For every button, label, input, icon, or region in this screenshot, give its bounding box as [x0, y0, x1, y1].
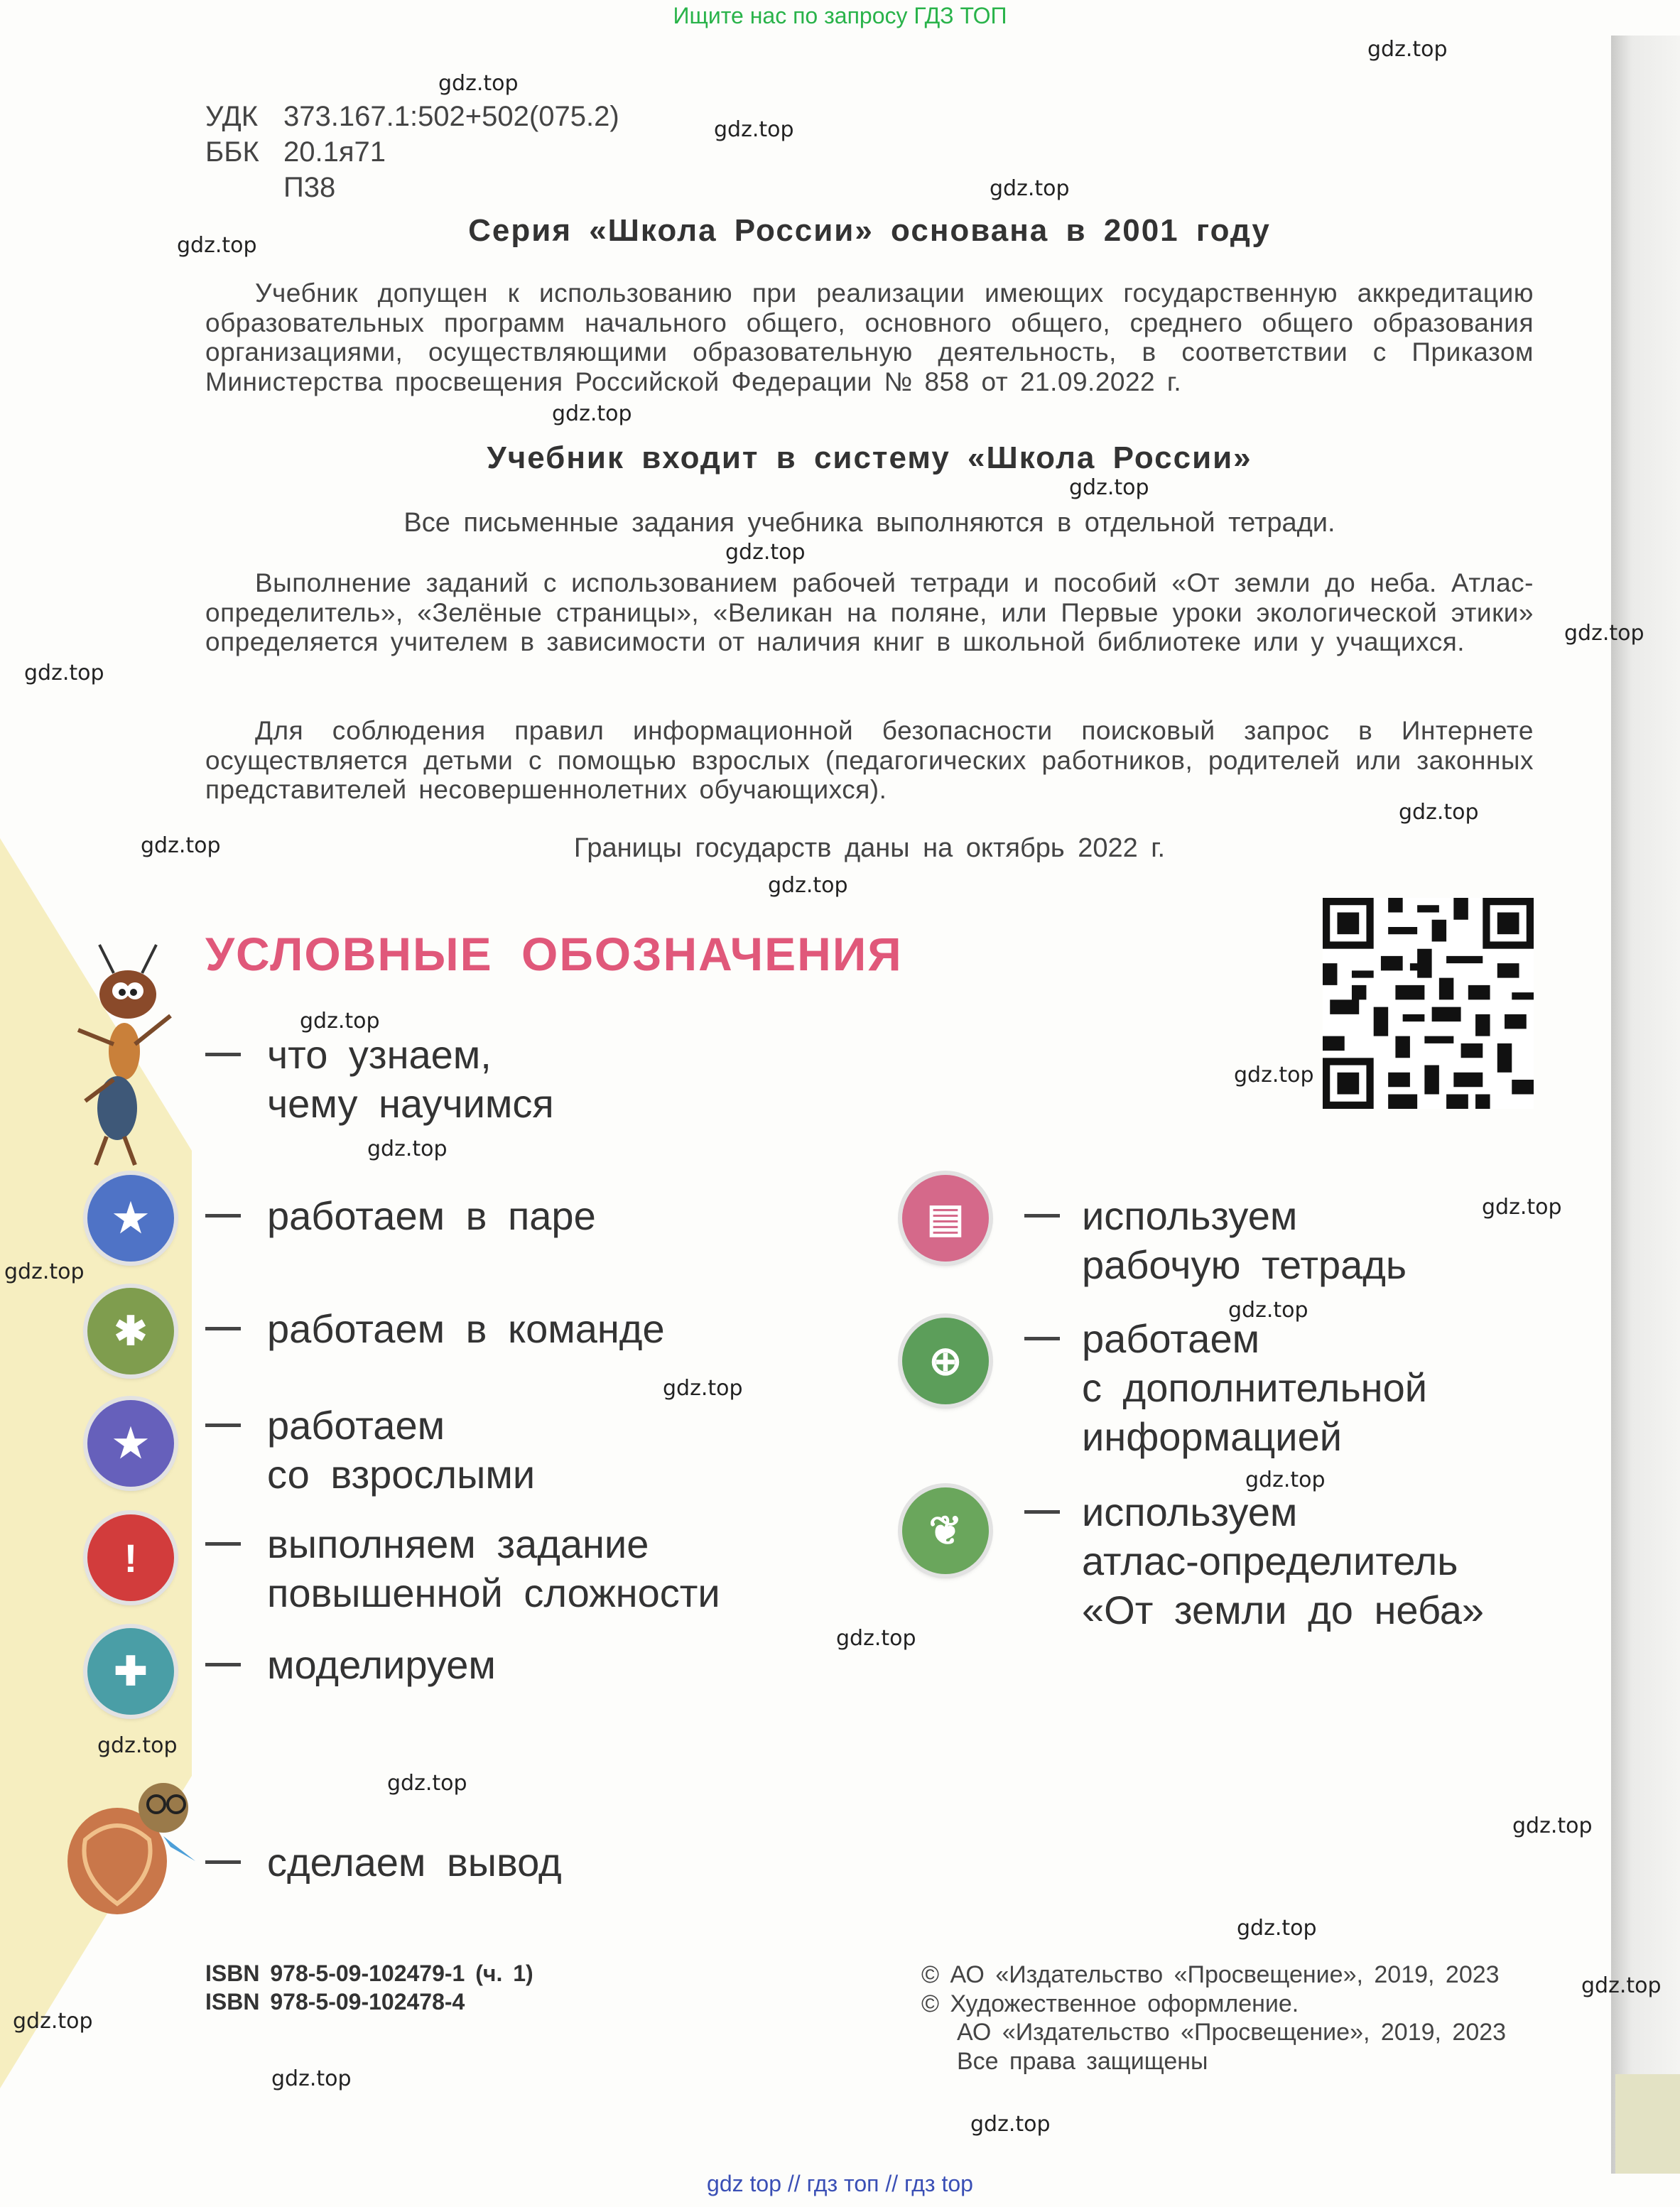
- pair-stars-icon: ★: [87, 1175, 174, 1262]
- legend-text: сделаем вывод: [267, 1840, 562, 1885]
- legend-item-adults: [267, 1401, 535, 1499]
- search-banner[interactable]: Ищите нас по запросу ГДЗ ТОП: [673, 3, 1007, 28]
- dash: [205, 1663, 241, 1666]
- legend-text: работаем в команде: [267, 1306, 665, 1351]
- copyright-art: © Художественное оформление.: [921, 1990, 1299, 2017]
- footer-links[interactable]: gdz top // гдз топ // гдз top: [707, 2171, 973, 2196]
- udk-value: 373.167.1:502+502(075.2): [283, 101, 619, 132]
- watermark: gdz.top: [1234, 1063, 1314, 1088]
- watermark: gdz.top: [4, 1259, 85, 1284]
- watermark: gdz.top: [1245, 1468, 1326, 1492]
- dash: [1024, 1510, 1060, 1514]
- bbk-label: ББК: [205, 136, 259, 168]
- watermark: gdz.top: [1581, 1973, 1662, 1998]
- turtle-icon: [57, 1769, 206, 1925]
- watermark: gdz.top: [1367, 37, 1448, 62]
- bbk-line: [205, 134, 386, 170]
- legend-text: чему научимся: [267, 1081, 554, 1126]
- watermark: gdz.top: [271, 2066, 352, 2091]
- watermark: gdz.top: [97, 1733, 178, 1758]
- legend-text: рабочую тетрадь: [1082, 1242, 1407, 1287]
- series-title: Серия «Школа России» основана в 2001 году: [468, 213, 1271, 248]
- legend-text: работаем в паре: [267, 1193, 596, 1238]
- legend-item-modeling: [267, 1640, 496, 1689]
- legend-item-conclusion: [267, 1838, 562, 1887]
- ant-icon: [64, 938, 192, 1172]
- isbn-block: [205, 1959, 533, 2016]
- legend-text: моделируем: [267, 1642, 496, 1687]
- watermark: gdz.top: [1228, 1298, 1308, 1323]
- legend-title: УСЛОВНЫЕ ОБОЗНАЧЕНИЯ: [205, 928, 903, 980]
- legend-text: используем: [1082, 1193, 1298, 1238]
- copyright-block: [921, 1961, 1506, 2076]
- catalog-code-line: [205, 170, 335, 205]
- legend-item-learn: [267, 1030, 554, 1128]
- catalog-code: П38: [283, 172, 336, 203]
- legend-text: используем: [1082, 1490, 1298, 1534]
- puzzle-icon: ✚: [87, 1628, 174, 1715]
- team-stars-icon: ✱: [87, 1288, 174, 1374]
- isbn-set: ISBN 978-5-09-102478-4: [205, 1989, 465, 2015]
- dash: [205, 1053, 241, 1056]
- watermark: gdz.top: [1512, 1813, 1593, 1838]
- watermark: gdz.top: [663, 1376, 743, 1401]
- watermark: gdz.top: [367, 1137, 448, 1161]
- legend-text: повышенной сложности: [267, 1571, 720, 1615]
- dash: [1024, 1214, 1060, 1218]
- watermark: gdz.top: [13, 2009, 93, 2034]
- watermark: gdz.top: [990, 176, 1070, 201]
- legend-text: с дополнительной: [1082, 1365, 1428, 1410]
- workbook-icon: ▤: [902, 1175, 989, 1262]
- qr-code[interactable]: [1323, 898, 1534, 1109]
- legend-text: работаем: [1082, 1316, 1260, 1361]
- dash: [205, 1542, 241, 1546]
- udk-label: УДК: [205, 101, 259, 132]
- watermark: gdz.top: [24, 661, 104, 685]
- watermark: gdz.top: [1482, 1195, 1562, 1220]
- watermark: gdz.top: [725, 540, 806, 565]
- safety-paragraph: [205, 716, 1534, 805]
- notebook-note: Все письменные задания учебника выполняются в отдельной тетради.: [403, 508, 1335, 538]
- isbn-part1: ISBN 978-5-09-102479-1 (ч. 1): [205, 1961, 533, 1986]
- udk-line: [205, 99, 619, 134]
- leaf-icon: ❦: [902, 1487, 989, 1574]
- watermark: gdz.top: [552, 401, 632, 426]
- legend-item-hard-task: [267, 1519, 720, 1617]
- legend-item-atlas: [1082, 1487, 1484, 1634]
- watermark: gdz.top: [1399, 800, 1479, 825]
- legend-text: «От земли до неба»: [1082, 1588, 1485, 1632]
- copyright-publisher: © АО «Издательство «Просвещение», 2019, 2023: [921, 1961, 1500, 1988]
- approval-text: Учебник допущен к использованию при реализации имеющих государственную аккредитацию образовательных программ начального общего, основного общего, среднего общего образования организациями, осуществляющими образовательную деятельность, в соответствии с Приказом Министерства просвещения Российской Федерации № 858 от 21.09.2022 г.: [205, 278, 1534, 396]
- legend-text: работаем: [267, 1403, 445, 1448]
- dash: [205, 1214, 241, 1218]
- watermark: gdz.top: [714, 117, 794, 142]
- page-corner-strip: [1615, 2074, 1680, 2174]
- watermark: gdz.top: [387, 1771, 467, 1796]
- approval-paragraph: [205, 278, 1534, 396]
- dash: [205, 1424, 241, 1427]
- legend-text: атлас-определитель: [1082, 1539, 1458, 1583]
- bbk-value: 20.1я71: [283, 136, 386, 168]
- workbook-paragraph: [205, 568, 1534, 657]
- borders-note: Границы государств даны на октябрь 2022 г.: [573, 833, 1166, 863]
- watermark: gdz.top: [970, 2112, 1051, 2137]
- watermark: gdz.top: [177, 233, 257, 258]
- watermark: gdz.top: [438, 71, 519, 96]
- safety-text: Для соблюдения правил информационной безопасности поисковый запрос в Интернете осуществляется детьми с помощью взрослых (педагогических работников, родителей или законных представителей несовершеннолетних обучающихся).: [205, 716, 1534, 804]
- legend-item-pair: [267, 1191, 596, 1240]
- system-title: Учебник входит в систему «Школа России»: [487, 440, 1252, 475]
- legend-item-team: [267, 1304, 665, 1353]
- watermark: gdz.top: [768, 873, 848, 898]
- copyright-art-publisher: АО «Издательство «Просвещение», 2019, 2023: [957, 2019, 1507, 2046]
- legend-text: выполняем задание: [267, 1522, 649, 1566]
- watermark: gdz.top: [1237, 1916, 1317, 1941]
- watermark: gdz.top: [836, 1626, 916, 1651]
- rights-reserved: Все права защищены: [957, 2047, 1208, 2075]
- page-edge-shadow: [1611, 36, 1680, 2174]
- legend-text: со взрослыми: [267, 1452, 536, 1497]
- adult-stars-icon: ★: [87, 1400, 174, 1487]
- dash: [1024, 1337, 1060, 1340]
- legend-item-workbook: [1082, 1191, 1407, 1289]
- workbook-text: Выполнение заданий с использованием рабочей тетради и пособий «От земли до неба. Атлас-определитель», «Зелёные страницы», «Великан на поляне, или Первые уроки экологической этики» определяется учителем в зависимости от наличия книг в школьной библиотеке или у учащихся.: [205, 568, 1534, 656]
- watermark: gdz.top: [141, 833, 221, 858]
- legend-text: информацией: [1082, 1414, 1342, 1459]
- exclamation-icon: !: [87, 1514, 174, 1601]
- legend-text: что узнаем,: [267, 1032, 492, 1077]
- watermark: gdz.top: [1069, 475, 1149, 500]
- legend-item-extra-info: [1082, 1314, 1427, 1461]
- watermark: gdz.top: [300, 1009, 380, 1034]
- folder-plus-icon: ⊕: [902, 1318, 989, 1404]
- watermark: gdz.top: [1564, 621, 1644, 646]
- dash: [205, 1860, 241, 1864]
- dash: [205, 1327, 241, 1330]
